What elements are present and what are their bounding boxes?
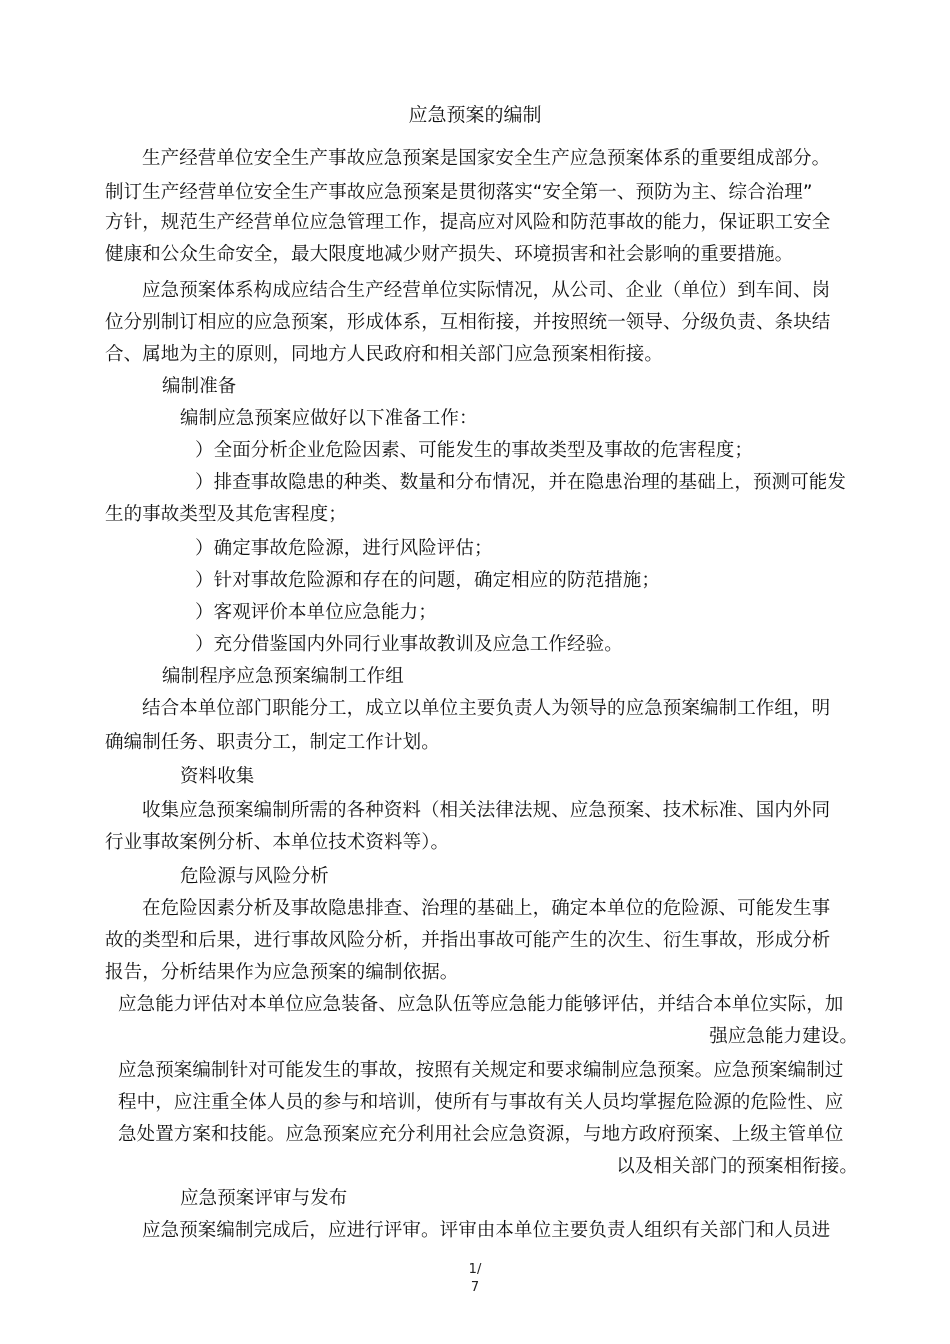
paragraph-line: 位分别制订相应的应急预案，形成体系，互相衔接，并按照统一领导、分级负责、条块结 <box>105 312 831 333</box>
paragraph-line-right-aligned: 以及相关部门的预案相衔接。 <box>616 1156 858 1177</box>
page-number-top: 1/ <box>468 1262 482 1277</box>
paragraph-line: 合、属地为主的原则，同地方人民政府和相关部门应急预案相衔接。 <box>105 344 664 365</box>
section-heading: 危险源与风险分析 <box>180 866 329 887</box>
paragraph-line: 故的类型和后果，进行事故风险分析，并指出事故可能产生的次生、衍生事故，形成分析 <box>105 930 831 951</box>
paragraph-line: 行业事故案例分析、本单位技术资料等）。 <box>105 832 450 853</box>
paragraph-line: 确编制任务、职责分工，制定工作计划。 <box>105 732 440 753</box>
section-heading: 编制程序应急预案编制工作组 <box>162 666 404 687</box>
paragraph-line: 方针，规范生产经营单位应急管理工作，提高应对风险和防范事故的能力，保证职工安全 <box>105 212 831 233</box>
paragraph-line: 报告，分析结果作为应急预案的编制依据。 <box>105 962 459 983</box>
paragraph-line: 应急预案体系构成应结合生产经营单位实际情况，从公司、企业（单位）到车间、岗 <box>142 280 831 301</box>
list-item: ）客观评价本单位应急能力； <box>195 602 437 623</box>
paragraph-line: 收集应急预案编制所需的各种资料（相关法律法规、应急预案、技术标准、国内外同 <box>142 800 831 821</box>
paragraph-line: 应急能力评估对本单位应急装备、应急队伍等应急能力能够评估，并结合本单位实际，加 <box>118 994 844 1015</box>
paragraph-line: 结合本单位部门职能分工，成立以单位主要负责人为领导的应急预案编制工作组，明 <box>142 698 831 719</box>
paragraph-line: 制订生产经营单位安全生产事故应急预案是贯彻落实“安全第一、预防为主、综合治理” <box>105 182 813 203</box>
list-item: ）全面分析企业危险因素、可能发生的事故类型及事故的危害程度； <box>195 440 754 461</box>
list-item: ）确定事故危险源，进行风险评估； <box>195 538 493 559</box>
document-title: 应急预案的编制 <box>408 104 542 126</box>
paragraph-line: 程中，应注重全体人员的参与和培训，使所有与事故有关人员均掌握危险源的危险性、应 <box>118 1092 844 1113</box>
paragraph-line: 应急预案编制针对可能发生的事故，按照有关规定和要求编制应急预案。应急预案编制过 <box>118 1060 844 1081</box>
paragraph-line: 编制应急预案应做好以下准备工作： <box>180 408 478 429</box>
paragraph-line: 健康和公众生命安全，最大限度地减少财产损失、环境损害和社会影响的重要措施。 <box>105 244 794 265</box>
page-number-bottom: 7 <box>470 1280 480 1295</box>
section-heading: 编制准备 <box>162 376 237 397</box>
section-heading: 应急预案评审与发布 <box>180 1188 348 1209</box>
list-item: ）针对事故危险源和存在的问题，确定相应的防范措施； <box>195 570 661 591</box>
paragraph-line: 应急预案编制完成后，应进行评审。评审由本单位主要负责人组织有关部门和人员进 <box>142 1220 831 1241</box>
section-heading: 资料收集 <box>180 766 255 787</box>
list-item-continuation: 生的事故类型及其危害程度； <box>105 504 347 525</box>
paragraph-line: 急处置方案和技能。应急预案应充分利用社会应急资源，与地方政府预案、上级主管单位 <box>118 1124 844 1145</box>
paragraph-line-right-aligned: 强应急能力建设。 <box>709 1026 858 1047</box>
list-item: ）排查事故隐患的种类、数量和分布情况，并在隐患治理的基础上，预测可能发 <box>195 472 847 493</box>
paragraph-line: 生产经营单位安全生产事故应急预案是国家安全生产应急预案体系的重要组成部分。 <box>142 148 831 169</box>
list-item: ）充分借鉴国内外同行业事故教训及应急工作经验。 <box>195 634 623 655</box>
paragraph-line: 在危险因素分析及事故隐患排查、治理的基础上，确定本单位的危险源、可能发生事 <box>142 898 831 919</box>
